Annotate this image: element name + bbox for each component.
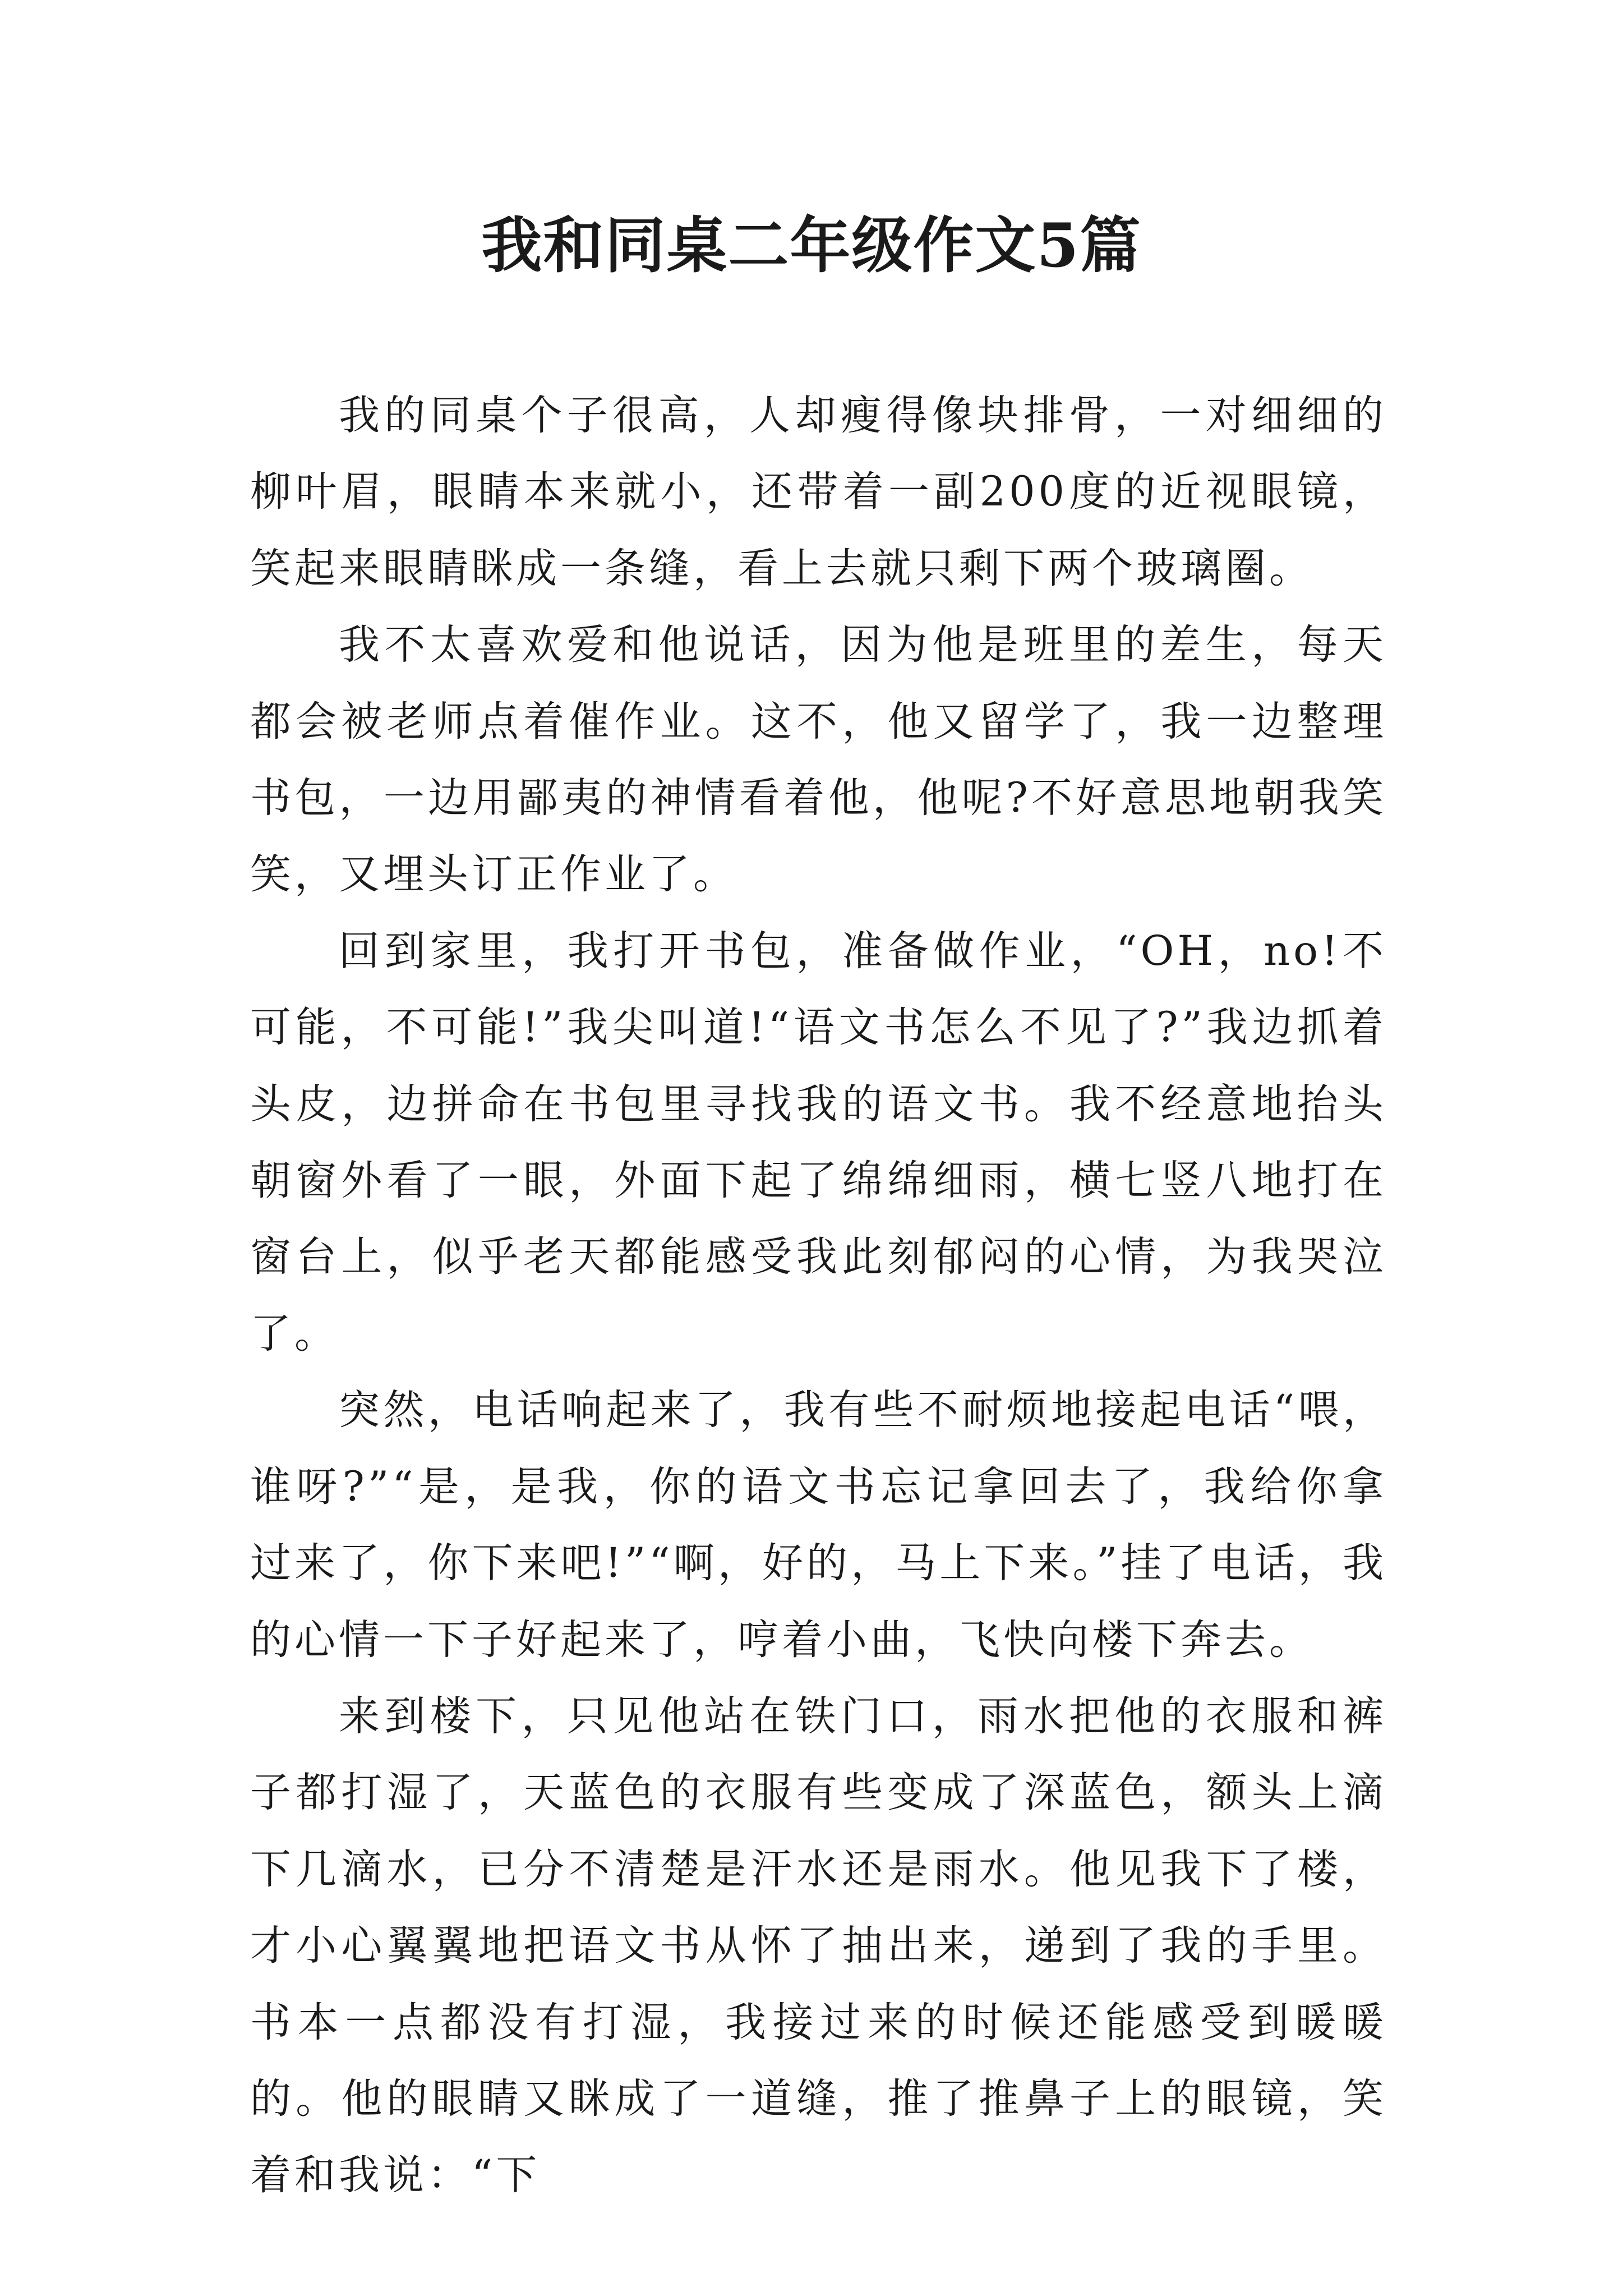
paragraph: 我不太喜欢爱和他说话，因为他是班里的差生，每天都会被老师点着催作业。这不，他又留学了，我一边整理书包，一边用鄙夷的神情看着他，他呢?不好意思地朝我笑笑，又埋头订正作业了。 xyxy=(250,621,1387,899)
paragraph: 我的同桌个子很高，人却瘦得像块排骨，一对细细的柳叶眉，眼睛本来就小，还带着一副200度的近视眼镜，笑起来眼睛眯成一条缝，看上去就只剩下两个玻璃圈。 xyxy=(250,392,1387,592)
paragraph: 突然，电话响起来了，我有些不耐烦地接起电话“喂，谁呀?”“是，是我，你的语文书忘记拿回去了，我给你拿过来了，你下来吧!”“啊，好的，马上下来。”挂了电话，我的心情一下子好起来了，哼着小曲，飞快向楼下奔去。 xyxy=(250,1386,1387,1664)
document-body xyxy=(250,378,1387,2214)
document-title: 我和同桌二年级作文5篇 xyxy=(481,210,1142,281)
paragraph: 来到楼下，只见他站在铁门口，雨水把他的衣服和裤子都打湿了，天蓝色的衣服有些变成了深蓝色，额头上滴下几滴水，已分不清楚是汗水还是雨水。他见我下了楼，才小心翼翼地把语文书从怀了抽出来，递到了我的手里。书本一点都没有打湿，我接过来的时候还能感受到暖暖的。他的眼睛又眯成了一道缝，推了推鼻子上的眼镜，笑着和我说：“下 xyxy=(250,1692,1387,2200)
paragraph: 回到家里，我打开书包，准备做作业，“OH，no!不可能，不可能!”我尖叫道!“语文书怎么不见了?”我边抓着头皮，边拼命在书包里寻找我的语文书。我不经意地抬头朝窗外看了一眼，外面下起了绵绵细雨，横七竖八地打在窗台上，似乎老天都能感受我此刻郁闷的心情，为我哭泣了。 xyxy=(250,927,1387,1358)
